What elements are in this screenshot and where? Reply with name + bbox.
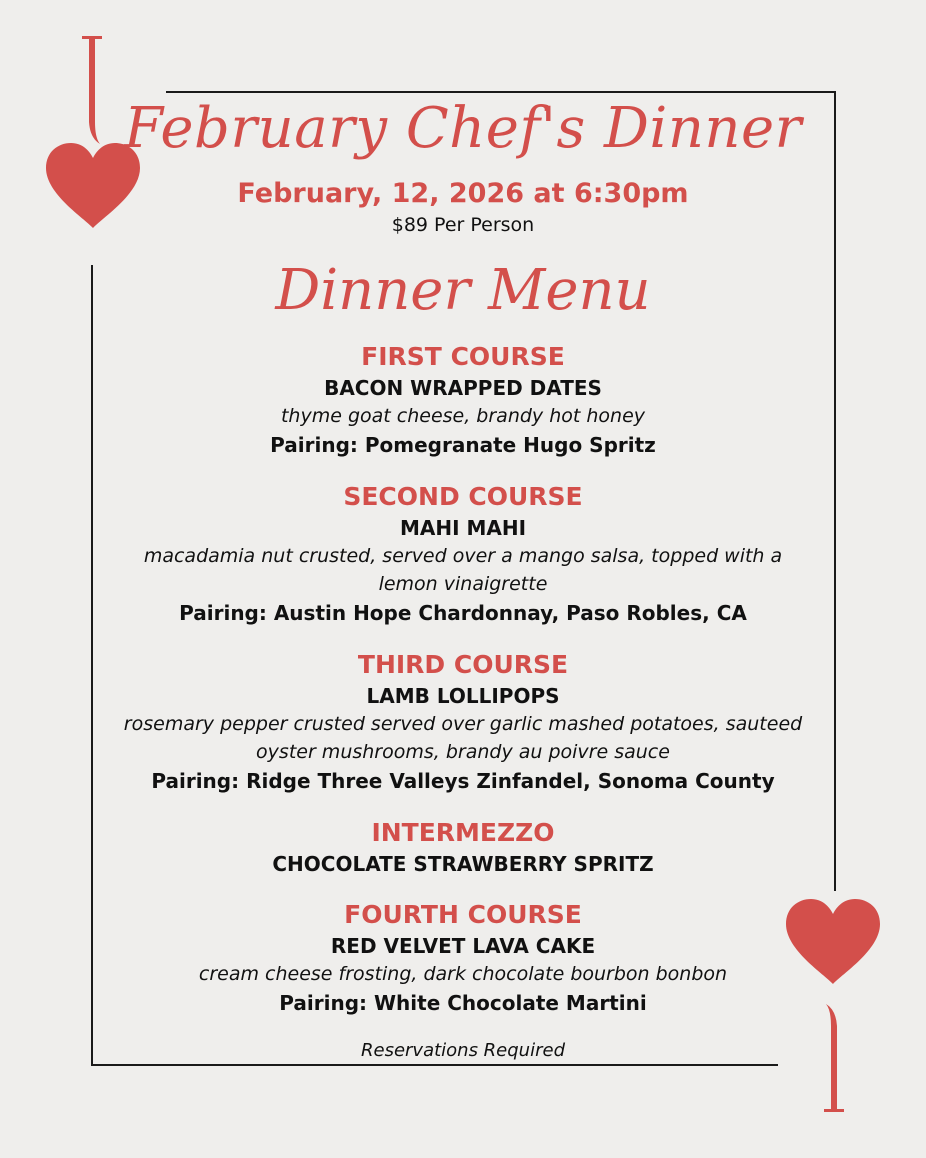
course-second: [0, 480, 926, 628]
dish-description: thyme goat cheese, brandy hot honey: [280, 405, 646, 427]
frame-bottom-line: [91, 1064, 778, 1066]
dish-name: CHOCOLATE STRAWBERRY SPRITZ: [272, 852, 654, 876]
course-third: [0, 648, 926, 796]
dish-pairing: Pairing: White Chocolate Martini: [279, 991, 647, 1015]
course-heading: SECOND COURSE: [343, 482, 583, 511]
frame-top-line: [166, 91, 836, 93]
dish-pairing: Pairing: Ridge Three Valleys Zinfandel, Sonoma County: [151, 769, 775, 793]
dish-name: RED VELVET LAVA CAKE: [330, 934, 596, 958]
menu-title: Dinner Menu: [275, 258, 651, 323]
dish-name: MAHI MAHI: [399, 516, 527, 540]
dish-pairing: Pairing: Pomegranate Hugo Spritz: [270, 433, 656, 457]
dish-name: BACON WRAPPED DATES: [324, 376, 602, 400]
course-intermezzo: [0, 816, 926, 878]
course-heading: FOURTH COURSE: [344, 900, 582, 929]
page-title: February Chef's Dinner: [124, 96, 802, 161]
course-fourth: [0, 898, 926, 1018]
menu-list: [0, 340, 926, 1018]
course-first: [0, 340, 926, 460]
event-price: $89 Per Person: [391, 214, 535, 236]
dish-description: cream cheese frosting, dark chocolate bourbon bonbon: [198, 963, 728, 985]
course-heading: THIRD COURSE: [357, 650, 569, 679]
event-date: February, 12, 2026 at 6:30pm: [237, 178, 689, 209]
dish-description: macadamia nut crusted, served over a mango salsa, topped with a lemon vinaigrette: [143, 545, 783, 595]
dish-name: LAMB LOLLIPOPS: [366, 684, 560, 708]
dish-description: rosemary pepper crusted served over garlic mashed potatoes, sauteed oyster mushrooms, brandy au poivre sauce: [123, 713, 803, 763]
course-heading: FIRST COURSE: [361, 342, 565, 371]
reservation-note: Reservations Required: [360, 1040, 565, 1061]
course-heading: INTERMEZZO: [371, 818, 555, 847]
dish-pairing: Pairing: Austin Hope Chardonnay, Paso Robles, CA: [179, 601, 747, 625]
